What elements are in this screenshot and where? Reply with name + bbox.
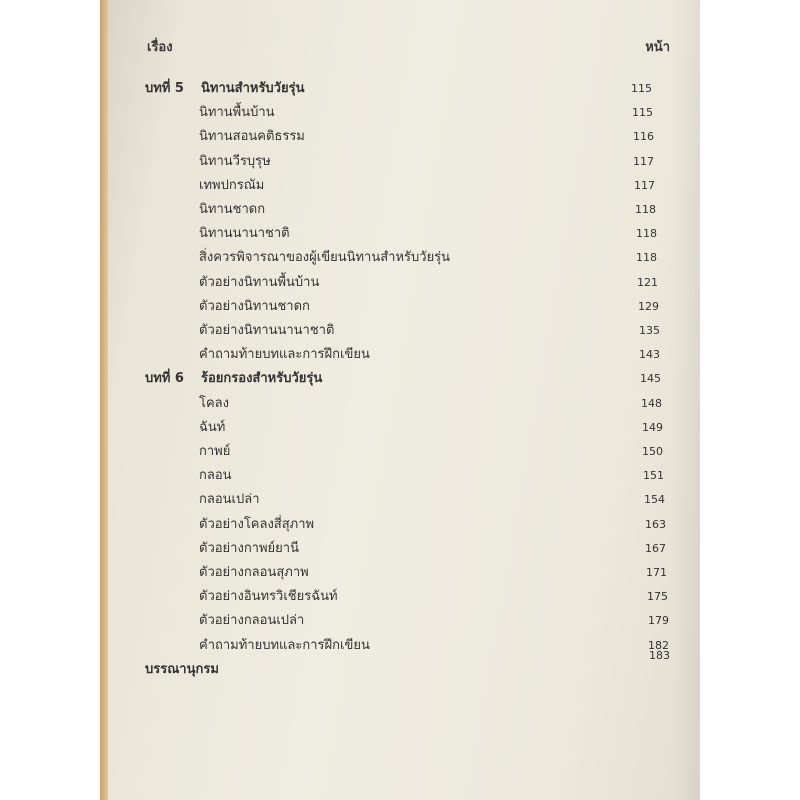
entry-title: ตัวอย่างกลอนเปล่า xyxy=(199,613,305,629)
chapter-title: นิทานสำหรับวัยรุ่น xyxy=(201,81,305,96)
page-number: 179 xyxy=(648,614,669,628)
toc-entry-row xyxy=(100,274,700,296)
page-number: 149 xyxy=(642,420,663,434)
page-number: 175 xyxy=(647,590,668,604)
page-number: 143 xyxy=(639,348,660,362)
toc-entry-row xyxy=(100,104,700,126)
toc-entry-row xyxy=(100,322,700,344)
entry-title: นิทานวีรบุรุษ xyxy=(199,153,271,169)
entry-title: ตัวอย่างกลอนสุภาพ xyxy=(199,565,309,580)
column-header-page: หน้า xyxy=(645,40,670,55)
entry-title: กลอน xyxy=(199,468,232,484)
page-number: 116 xyxy=(633,130,654,144)
entry-title: ตัวอย่างอินทรวิเชียรฉันท์ xyxy=(199,589,338,605)
entry-title: นิทานชาดก xyxy=(199,202,266,217)
entry-title: ตัวอย่างโคลงสี่สุภาพ xyxy=(199,516,315,532)
chapter-number: บทที่ 6 xyxy=(145,371,184,387)
toc-entry-row xyxy=(100,153,700,175)
bibliography-title: บรรณานุกรม xyxy=(145,661,219,677)
page-number: 115 xyxy=(632,106,653,120)
page-number: 118 xyxy=(636,227,657,241)
toc-entry-row xyxy=(100,249,700,271)
chapter-title: ร้อยกรองสำหรับวัยรุ่น xyxy=(201,371,323,387)
toc-entry-row xyxy=(100,637,700,659)
page-number: 151 xyxy=(643,469,664,483)
page-number: 183 xyxy=(649,648,670,662)
chapter-number: บทที่ 5 xyxy=(145,81,184,96)
entry-title: ตัวอย่างนิทานชาดก xyxy=(199,298,310,314)
toc-chapter-row xyxy=(100,80,700,102)
toc-entry-row xyxy=(100,564,700,586)
page-number: 148 xyxy=(641,396,662,410)
toc-entry-row xyxy=(100,491,700,513)
book-page xyxy=(100,0,700,800)
entry-title: นิทานนานาชาติ xyxy=(199,226,290,242)
entry-title: ตัวอย่างนิทานพื้นบ้าน xyxy=(199,274,320,290)
entry-title: กลอนเปล่า xyxy=(199,492,260,508)
page-number: 145 xyxy=(640,372,661,386)
toc-entry-row xyxy=(100,540,700,562)
page-number: 163 xyxy=(645,517,666,531)
entry-title: ฉันท์ xyxy=(199,419,226,435)
page-number: 117 xyxy=(634,178,655,192)
page-number: 117 xyxy=(633,154,654,168)
toc-entry-row xyxy=(100,612,700,634)
entry-title: สิ่งควรพิจารณาของผู้เขียนนิทานสำหรับวัยรุ่น xyxy=(199,250,451,266)
toc-entry-row xyxy=(100,177,700,199)
entry-title: ตัวอย่างนิทานนานาชาติ xyxy=(199,323,335,338)
page-number: 171 xyxy=(646,566,667,579)
page-number: 115 xyxy=(631,82,652,95)
page-number: 135 xyxy=(639,324,660,337)
page-number: 150 xyxy=(642,445,663,458)
toc-entry-row xyxy=(100,346,700,368)
entry-title: นิทานสอนคติธรรม xyxy=(199,129,305,145)
page-number: 118 xyxy=(636,251,657,265)
toc-entry-row xyxy=(100,128,700,150)
entry-title: คำถามท้ายบทและการฝึกเขียน xyxy=(199,347,370,363)
toc-entry-row xyxy=(100,201,700,223)
toc-entry-row xyxy=(100,443,700,465)
page-number: 182 xyxy=(648,638,669,652)
toc-chapter-row xyxy=(100,370,700,392)
table-of-contents xyxy=(100,0,700,800)
entry-title: โคลง xyxy=(199,395,229,411)
entry-title: เทพปกรณัม xyxy=(199,177,265,193)
toc-entry-row xyxy=(100,588,700,610)
entry-title: กาพย์ xyxy=(199,444,231,459)
page-number: 121 xyxy=(637,275,658,289)
toc-entry-row xyxy=(100,467,700,489)
page-number: 118 xyxy=(635,203,656,216)
page-number: 167 xyxy=(645,541,666,555)
entry-title: นิทานพื้นบ้าน xyxy=(199,105,275,121)
toc-entry-row xyxy=(100,395,700,417)
toc-entry-row xyxy=(100,419,700,441)
toc-backmatter-row xyxy=(100,648,700,683)
toc-entry-row xyxy=(100,516,700,538)
page-number: 129 xyxy=(638,299,659,313)
entry-title: ตัวอย่างกาพย์ยานี xyxy=(199,540,299,556)
column-header-topic: เรื่อง xyxy=(147,40,173,55)
toc-entry-row xyxy=(100,298,700,320)
toc-entry-row xyxy=(100,225,700,247)
page-number: 154 xyxy=(644,493,665,507)
entry-title: คำถามท้ายบทและการฝึกเขียน xyxy=(199,637,370,653)
